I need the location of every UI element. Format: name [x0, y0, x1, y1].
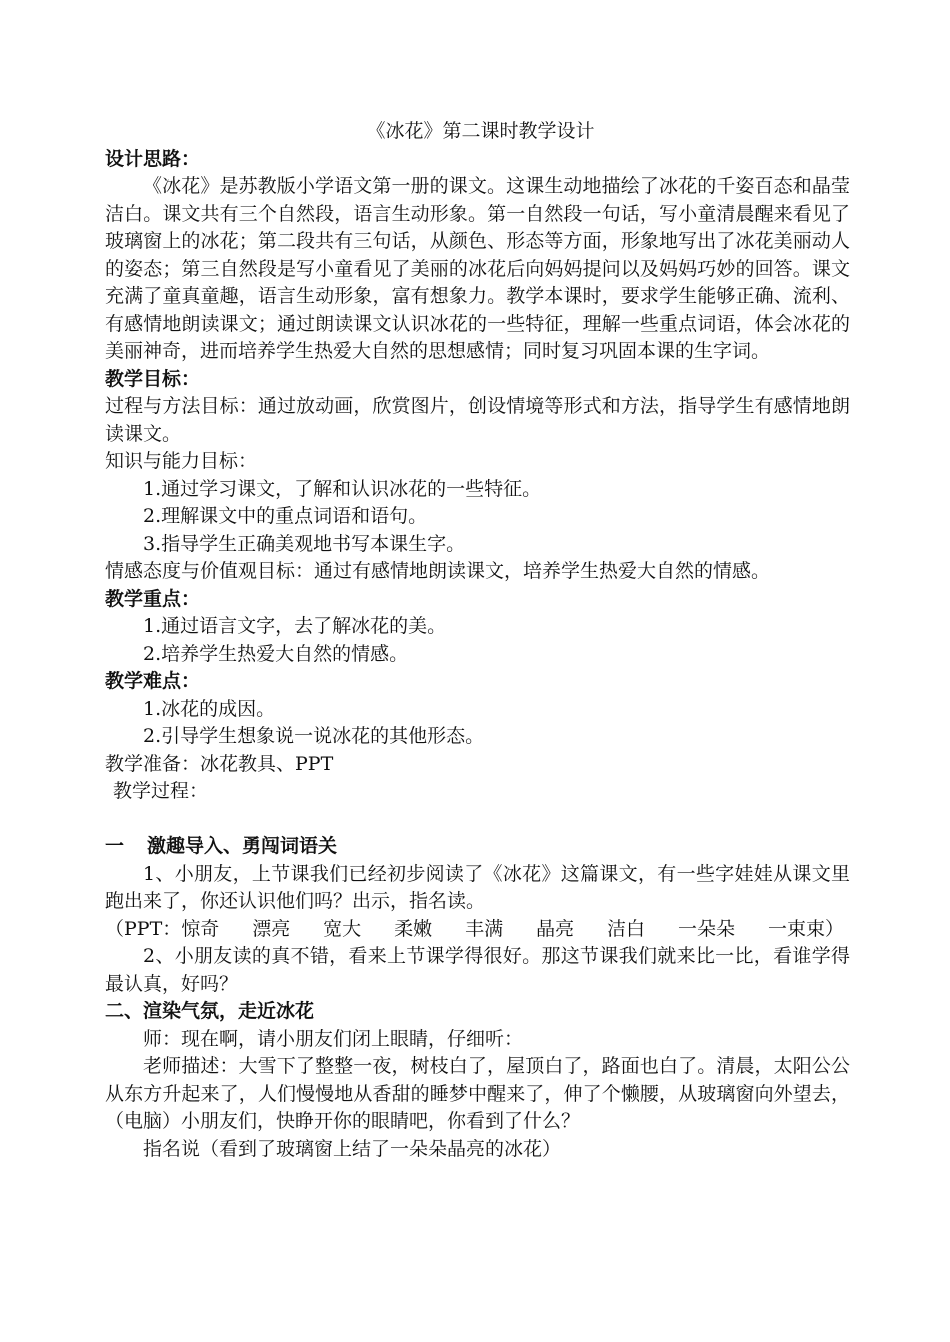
ppt-word: 一朵朵 — [678, 917, 736, 940]
ppt-word: 一束束） — [767, 917, 844, 940]
section-one-number: 一 — [105, 835, 125, 857]
ppt-word: 漂亮 — [252, 917, 291, 940]
knowledge-label: 知识与能力目标： — [105, 450, 258, 472]
document-title: 《冰花》第二课时教学设计 — [366, 120, 595, 142]
blank-line — [105, 806, 850, 834]
teaching-prep: 教学准备：冰花教具、PPT — [105, 752, 334, 775]
section-one-paragraph-1: 1、小朋友，上节课我们已经初步阅读了《冰花》这篇课文，有一些字娃娃从课文里跑出来了，你还认识他们吗？出示，指名读。 — [105, 862, 850, 912]
ppt-word: 晶亮 — [536, 917, 575, 940]
section-two-paragraph-1: 师：现在啊，请小朋友们闭上眼睛，仔细听： — [143, 1027, 524, 1050]
section-one-paragraph-2: 2、小朋友读的真不错，看来上节课学得很好。那这节课我们就来比一比，看谁学得最认真，好吗？ — [105, 945, 850, 995]
knowledge-item: 2.理解课文中的重点词语和语句。 — [143, 505, 428, 527]
process-label: 教学过程： — [113, 780, 209, 802]
ppt-word: 丰满 — [465, 917, 504, 940]
ppt-word: 柔嫩 — [394, 917, 433, 940]
knowledge-item: 1.通过学习课文，了解和认识冰花的一些特征。 — [143, 477, 542, 500]
difficult-point-item: 1.冰花的成因。 — [143, 697, 276, 720]
document-page — [105, 118, 850, 1163]
section-one-title: 激趣导入、勇闯词语关 — [147, 835, 338, 857]
emotion-goal-text: 情感态度与价值观目标：通过有感情地朗读课文，培养学生热爱大自然的情感。 — [105, 560, 771, 582]
design-paragraph: 《冰花》是苏教版小学语文第一册的课文。这课生动地描绘了冰花的千姿百态和晶莹洁白。课文共有三个自然段，语言生动形象。第一自然段一句话，写小童清晨醒来看见了玻璃窗上的冰花；第二段共有三句话，从颜色、形态等方面，形象地写出了冰花美丽动人的姿态；第三自然段是写小童看见了美丽的冰花后向妈妈提问以及妈妈巧妙的回答。课文充满了童真童趣，语言生动形象，富有想象力。教学本课时，要求学生能够正确、流利、有感情地朗读课文；通过朗读课文认识冰花的一些特征，理解一些重点词语，体会冰花的美丽神奇，进而培养学生热爱大自然的思想感情；同时复习巩固本课的生字词。 — [105, 175, 850, 362]
ppt-word: （PPT：惊奇 — [105, 917, 220, 940]
difficult-point-item: 2.引导学生想象说一说冰花的其他形态。 — [143, 725, 485, 747]
key-point-item: 1.通过语言文字，去了解冰花的美。 — [143, 615, 447, 637]
goals-heading: 教学目标： — [105, 367, 201, 390]
section-two-heading: 二、渲染气氛，走近冰花 — [105, 1000, 315, 1022]
ppt-word: 宽大 — [323, 917, 362, 940]
design-heading: 设计思路： — [105, 147, 201, 170]
difficult-points-heading: 教学难点： — [105, 670, 201, 692]
ppt-word-list — [105, 916, 850, 944]
section-two-paragraph-3: 指名说（看到了玻璃窗上结了一朵朵晶亮的冰花） — [143, 1137, 562, 1160]
key-point-item: 2.培养学生热爱大自然的情感。 — [143, 642, 409, 665]
section-two-paragraph-2: 老师描述：大雪下了整整一夜，树枝白了，屋顶白了，路面也白了。清晨，太阳公公从东方升起来了，人们慢慢地从香甜的睡梦中醒来了，伸了个懒腰，从玻璃窗向外望去，（电脑）小朋友们，快睁开你的眼睛吧，你看到了什么？ — [105, 1055, 850, 1132]
ppt-word: 洁白 — [607, 917, 646, 940]
knowledge-item: 3.指导学生正确美观地书写本课生字。 — [143, 532, 466, 555]
key-points-heading: 教学重点： — [105, 587, 201, 610]
section-one-heading — [105, 833, 850, 861]
process-goal-text: 过程与方法目标：通过放动画，欣赏图片，创设情境等形式和方法，指导学生有感情地朗读课文。 — [105, 395, 850, 445]
